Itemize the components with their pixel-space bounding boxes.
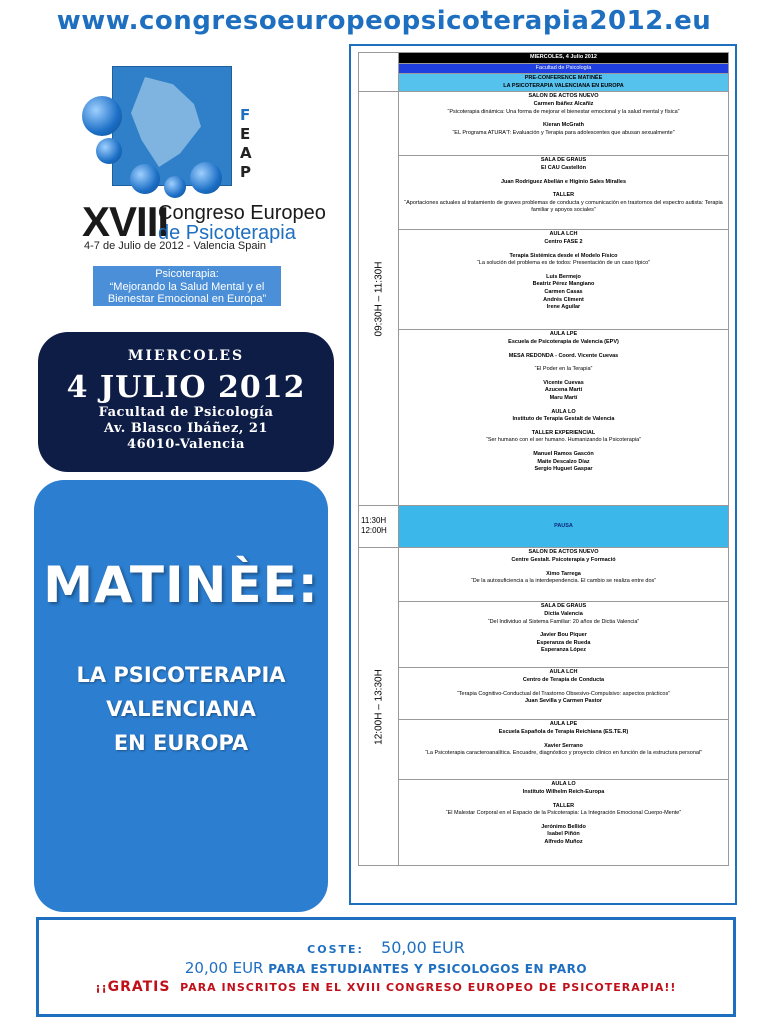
session-spacer xyxy=(402,137,725,143)
session-line: MESA REDONDA - Coord. Vicente Cuevas xyxy=(508,352,619,359)
session-line: Carmen Ibáñez Alcañiz xyxy=(533,100,594,107)
session-line: Ximo Tarrega xyxy=(546,570,581,577)
session-block xyxy=(399,230,729,330)
session-line: “Terapia Cognitivo-Conductual del Trastorno Obsesivo-Compulsivo: aspectos prácticos” xyxy=(456,690,671,697)
session-line: Xavier Serrano xyxy=(544,742,583,749)
session-line: Alfredo Muñoz xyxy=(544,838,583,845)
matinee-subtitle: LA PSICOTERAPIA VALENCIANA EN EUROPA xyxy=(76,663,286,755)
pause-time: 11:30H 12:00H xyxy=(359,506,399,548)
session-line: “Del Individuo al Sistema Familiar: 20 años de Dictia Valencia” xyxy=(487,618,640,625)
event-date-box xyxy=(38,332,334,472)
session-line: Centro FASE 2 xyxy=(544,238,583,245)
session-block xyxy=(399,330,729,506)
session-line: Isabel Piñón xyxy=(547,831,580,838)
session-block xyxy=(399,668,729,720)
website-url[interactable]: www.congresoeuropeopsicoterapia2012.eu xyxy=(56,6,712,36)
session-line: SALA DE GRAUS xyxy=(540,157,587,164)
session-line: “La Psicoterapia caracteroanalítica. Encuadre, diagnóstico y proyecto clínico en función de la estructura personal” xyxy=(425,750,702,757)
session-line: “Aportaciones actuales al tratamiento de graves problemas de conducta y comunicación en trastornos del espectro autista: Terapia familiar y apoyos sociales” xyxy=(404,199,723,214)
session-line: “Ser humano con el ser humano. Humanizando la Psicoterapia” xyxy=(486,437,641,444)
session-spacer xyxy=(402,586,725,592)
session-line: AULA LPE xyxy=(549,331,578,338)
session-line: SALON DE ACTOS NUEVO xyxy=(528,93,599,100)
session-line: “EL Programa ATURA’T: Evaluación y Terapia para adolescentes que abusan sexualmente” xyxy=(452,129,675,136)
time-slot-1: 09:30H – 11:30H xyxy=(359,92,399,506)
session-line: “El Poder en la Terapia” xyxy=(534,366,593,373)
session-line: Sergio Huguet Gaspar xyxy=(534,466,593,473)
cost-label: COSTE: xyxy=(307,943,364,956)
session-block xyxy=(399,548,729,602)
session-line: Andrés Climent xyxy=(543,296,584,303)
matinee-box xyxy=(34,480,328,912)
session-line: Juan Sevilla y Carmen Pastor xyxy=(524,698,603,705)
session-line: “Psicoterapia dinámica: Una forma de mejorar el bienestar emocional y la salud mental y física” xyxy=(447,108,680,115)
event-date: 4 JULIO 2012 xyxy=(66,370,306,405)
session-line: AULA LCH xyxy=(549,231,578,238)
session-line: Manuel Ramos Gascón xyxy=(533,450,594,457)
session-block xyxy=(399,92,729,156)
cost-price: 50,00 EUR xyxy=(381,938,465,957)
schedule-table xyxy=(358,52,729,866)
session-line: Terapia Sistémica desde el Modelo Físico xyxy=(509,252,618,259)
session-line: AULA LO xyxy=(551,781,576,788)
sphere-icon xyxy=(190,162,222,194)
session-line: Carmen Casas xyxy=(544,288,583,295)
session-line: TALLER xyxy=(552,802,575,809)
session-line: Luis Bermejo xyxy=(546,273,581,280)
schedule-venue-header: Facultad de Psicología xyxy=(399,63,729,74)
session-line: AULA LCH xyxy=(549,669,578,676)
schedule-pre-title: PRE-CONFERENCE MATINÉE LA PSICOTERAPIA VALENCIANA EN EUROPA xyxy=(399,74,729,92)
session-line: Centre Gestalt. Psicoterapia y Formació xyxy=(511,556,616,563)
schedule-panel xyxy=(349,44,737,905)
session-block xyxy=(399,720,729,780)
feap-letters: F E A P xyxy=(240,106,252,181)
session-line: AULA LPE xyxy=(549,721,578,728)
student-price: 20,00 EUR xyxy=(184,959,264,977)
session-line: SALA DE GRAUS xyxy=(540,603,587,610)
address: Av. Blasco Ibáñez, 21 xyxy=(104,421,268,436)
session-line: TALLER xyxy=(552,192,575,199)
session-block xyxy=(399,602,729,668)
congress-dates: 4-7 de Julio de 2012 - Valencia Spain xyxy=(84,240,267,252)
student-text: PARA ESTUDIANTES Y PSICOLOGOS EN PARO xyxy=(268,962,588,976)
session-line: TALLER EXPERIENCIAL xyxy=(531,429,596,436)
session-line: Jerónimo Bellido xyxy=(541,823,586,830)
sphere-icon xyxy=(164,176,186,198)
session-line: SALON DE ACTOS NUEVO xyxy=(528,549,599,556)
session-line: Maru Martí xyxy=(549,394,578,401)
venue: Facultad de Psicología xyxy=(98,405,274,420)
session-line: “De la autosuficiencia a la interdependencia. El cambio se realiza entre dos” xyxy=(470,578,657,585)
matinee-title: MATINÈE: xyxy=(43,556,319,614)
session-line: Javier Bou Piquer xyxy=(540,632,587,639)
session-line: Esperanza de Rueda xyxy=(536,639,591,646)
session-line: AULA LO xyxy=(551,408,576,415)
sphere-icon xyxy=(96,138,122,164)
session-line: “El Malestar Corporal en el Espacio de la Psicoterapia: La Integración Emocional Cuerpo-Mente” xyxy=(445,810,682,817)
session-line: Vicente Cuevas xyxy=(543,379,584,386)
session-line: Irene Aguilar xyxy=(546,304,581,311)
session-line: Beatriz Pérez Mangiano xyxy=(532,281,595,288)
session-line: Maite Descalzo Díaz xyxy=(537,458,590,465)
session-line: Azucena Martí xyxy=(544,387,583,394)
session-line: “La solución del problema es de todos: Presentación de un caso típico” xyxy=(476,260,651,267)
session-line: Instituto Wilhelm Reich-Europa xyxy=(522,788,605,795)
session-line: Esperanza López xyxy=(541,647,586,654)
session-line: El CAU Castellón xyxy=(541,164,586,171)
session-line: Juan Rodriguez Abellán e Higinio Sales Miralles xyxy=(500,178,627,185)
schedule-day-header: MIERCOLES, 4 Julio 2012 xyxy=(399,53,729,64)
time-slot-2: 12:00H – 13:30H xyxy=(359,548,399,866)
free-notice: ¡¡GRATIS PARA INSCRITOS EN EL XVIII CONGRESO EUROPEO DE PSICOTERAPIA!! xyxy=(95,979,677,995)
session-line: Instituto de Terapia Gestalt de Valencia xyxy=(512,416,615,423)
weekday: MIERCOLES xyxy=(127,348,245,364)
tagline-box: Psicoterapia: “Mejorando la Salud Mental y el Bienestar Emocional en Europa” xyxy=(93,266,281,306)
sphere-icon xyxy=(82,96,122,136)
session-line: Kieran McGrath xyxy=(543,122,584,129)
session-block xyxy=(399,780,729,866)
session-line: Escuela de Psicoterapia de Valencia (EPV) xyxy=(508,338,619,345)
session-line: Dictia Valencia xyxy=(544,610,583,617)
congress-title: XVIII Congreso Europeo de Psicoterapia xyxy=(82,198,326,245)
session-block xyxy=(399,156,729,230)
city: 46010-Valencia xyxy=(127,437,245,452)
sphere-icon xyxy=(130,164,160,194)
pause-label: PAUSA xyxy=(399,506,729,548)
session-line: Centro de Terapia de Conducta xyxy=(522,676,605,683)
session-line: Escuela Española de Terapia Reichiana (ES.TE.R) xyxy=(498,728,629,735)
cost-box xyxy=(36,917,736,1017)
